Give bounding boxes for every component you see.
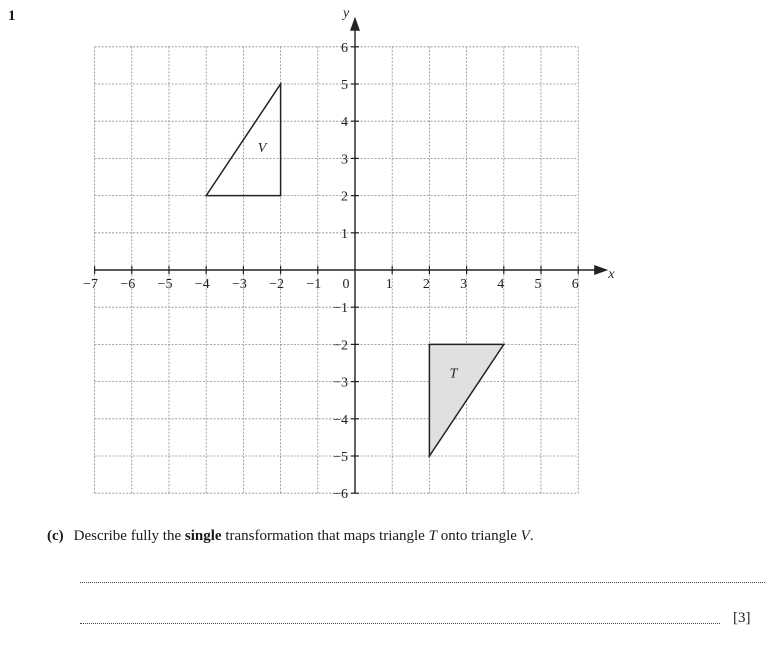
y-tick-label: −4: [333, 412, 348, 428]
x-tick-label: 1: [385, 277, 393, 292]
x-tick-label: −6: [120, 277, 136, 292]
x-tick-label: −4: [194, 277, 210, 292]
y-tick-label: 3: [341, 152, 348, 168]
question-number: 1: [8, 8, 16, 24]
triangle-t-label: T: [449, 366, 458, 382]
y-tick-label: −2: [333, 338, 348, 354]
x-tick-label: 4: [497, 277, 505, 292]
y-tick-label: −3: [333, 375, 348, 391]
answer-line-2[interactable]: [80, 623, 720, 624]
y-tick-label: −1: [333, 301, 348, 317]
part-c-question: (c) Describe fully the single transformation that maps triangle T onto triangle V.: [47, 528, 534, 544]
x-axis-label: x: [608, 267, 615, 282]
x-tick-label: 0: [342, 277, 350, 292]
y-tick-label: 1: [341, 226, 348, 242]
y-tick-label: 4: [341, 115, 348, 131]
y-axis-arrow-icon: [350, 17, 360, 31]
x-tick-label: −7: [83, 277, 99, 292]
y-tick-label: 6: [341, 40, 348, 56]
x-tick-label: −1: [306, 277, 322, 292]
x-tick-label: −2: [269, 277, 285, 292]
x-tick-label: 3: [460, 277, 468, 292]
x-tick-label: −3: [231, 277, 247, 292]
triangle-t-ref: T: [428, 528, 437, 544]
x-tick-label: 5: [534, 277, 542, 292]
part-letter: (c): [47, 528, 64, 544]
x-tick-label: −5: [157, 277, 173, 292]
y-tick-label: −5: [333, 450, 348, 465]
marks-label: [3]: [733, 610, 751, 626]
x-tick-label: 2: [422, 277, 430, 292]
y-tick-label: 5: [341, 78, 348, 93]
x-tick-label: 6: [571, 277, 579, 292]
answer-line-1[interactable]: [80, 582, 765, 583]
y-axis-label: y: [343, 5, 350, 21]
y-tick-label: 2: [341, 189, 348, 205]
triangle-v-label: V: [257, 141, 267, 157]
axes: [83, 6, 615, 502]
bold-word: single: [184, 528, 222, 544]
x-axis-arrow-icon: [594, 265, 608, 275]
triangle-v-ref: V: [520, 528, 530, 544]
y-tick-label: −6: [333, 487, 348, 503]
